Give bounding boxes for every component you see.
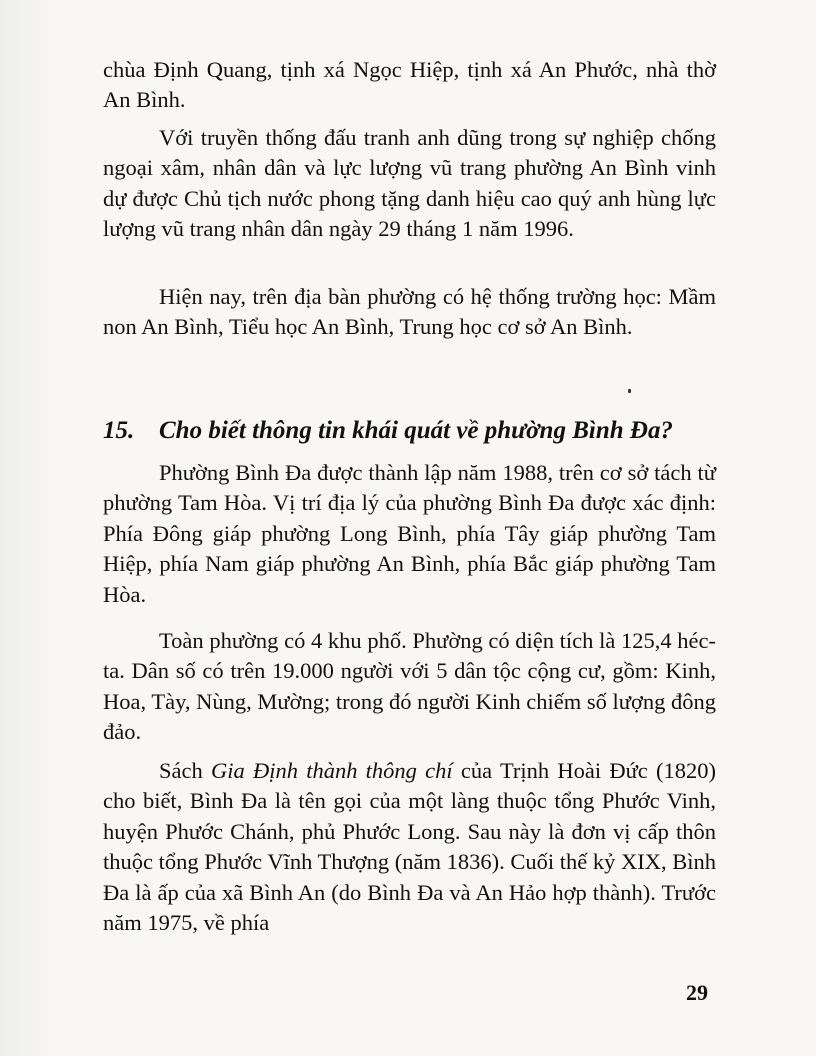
section-number: 15. [103,417,135,444]
paragraph-population [103,626,716,748]
book-title-italic: Gia Định thành thông chí [210,758,453,783]
paragraph-text: Toàn phường có 4 khu phố. Phường có diện tích là 125,4 héc-ta. Dân số có trên 19.000 người với 5 dân tộc cộng cư, gồm: Kinh, Hoa, Tày, Nùng, Mường; trong đó người Kinh chiếm số lượng đông đảo. [103,628,716,745]
paragraph-text-rest: của Trịnh Hoài Đức (1820) cho biết, Bình Đa là tên gọi của một làng thuộc tổng Phước Vinh, huyện Phước Chánh, phủ Phước Long. Sau này là đơn vị cấp thôn thuộc tổng Phước Vĩnh Thượng (năm 1836). Cuối thế kỷ XIX, Bình Đa là ấp của xã Bình An (do Bình Đa và An Hảo hợp thành). Trước năm 1975, về phía [103,758,716,936]
paragraph-text: Hiện nay, trên địa bàn phường có hệ thống trường học: Mầm non An Bình, Tiểu học An Bình, Trung học cơ sở An Bình. [103,284,716,340]
paragraph-history [103,756,716,938]
paragraph-text: chùa Định Quang, tịnh xá Ngọc Hiệp, tịnh xá An Phước, nhà thờ An Bình. [103,57,716,113]
page-binding-edge [0,0,58,1056]
paragraph-heroic-title [103,123,716,245]
paragraph-schools [103,282,716,343]
page-number: 29 [686,980,708,1005]
paragraph-text: Phường Bình Đa được thành lập năm 1988, trên cơ sở tách từ phường Tam Hòa. Vị trí địa lý của phường Bình Đa được xác định: Phía Đông giáp phường Long Bình, phía Tây giáp phường Tam Hiệp, phía Nam giáp phường An Bình, phía Bắc giáp phường Tam Hòa. [103,460,716,607]
scan-speck [628,389,631,393]
section-heading [103,414,743,448]
paragraph-text-start: Sách [159,758,211,783]
paragraph-text [103,756,716,938]
paragraph-continuation [103,55,716,116]
paragraph-founding [103,458,716,610]
paragraph-text: Với truyền thống đấu tranh anh dũng trong sự nghiệp chống ngoại xâm, nhân dân và lực lượng vũ trang phường An Bình vinh dự được Chủ tịch nước phong tặng danh hiệu cao quý anh hùng lực lượng vũ trang nhân dân ngày 29 tháng 1 năm 1996. [103,125,716,242]
section-title: Cho biết thông tin khái quát về phường Bình Đa? [159,417,673,444]
